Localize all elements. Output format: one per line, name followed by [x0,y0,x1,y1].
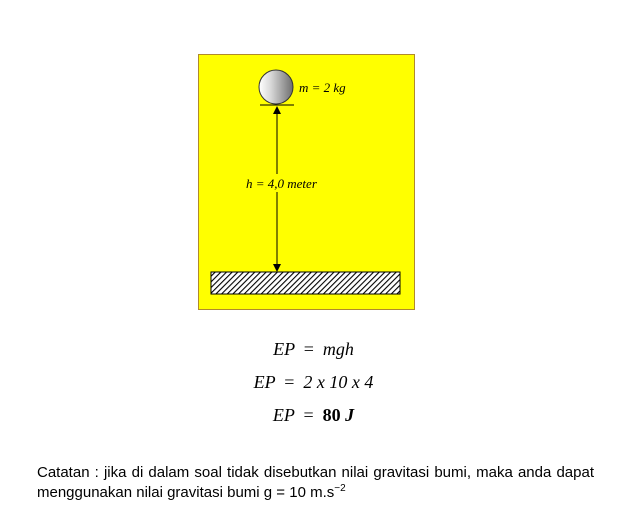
mass-ball [259,70,293,104]
ground-hatch [211,272,400,294]
eq1-equals: = [299,339,319,359]
eq3-lhs: EP [272,405,295,425]
eq1-rhs: mgh [322,339,354,359]
eq3-unit: J [345,405,355,425]
note-text: Catatan : jika di dalam soal tidak disebutkan nilai gravitasi bumi, maka anda dapat menggunakan nilai gravitasi bumi g = 10 m.s [37,464,594,501]
equation-line-3 [0,404,627,426]
equation-line-1 [0,338,627,360]
eq2-equals: = [279,372,299,392]
note-exponent: −2 [334,483,346,494]
eq3-equals: = [299,405,319,425]
equation-line-2 [0,371,627,393]
eq2-rhs: 2 x 10 x 4 [303,372,374,392]
mass-label: m = 2 kg [299,80,346,95]
height-label: h = 4,0 meter [246,176,317,191]
eq1-lhs: EP [273,339,295,359]
eq3-value: 80 [322,405,341,425]
eq2-lhs: EP [253,372,276,392]
note-text-block [37,463,594,503]
